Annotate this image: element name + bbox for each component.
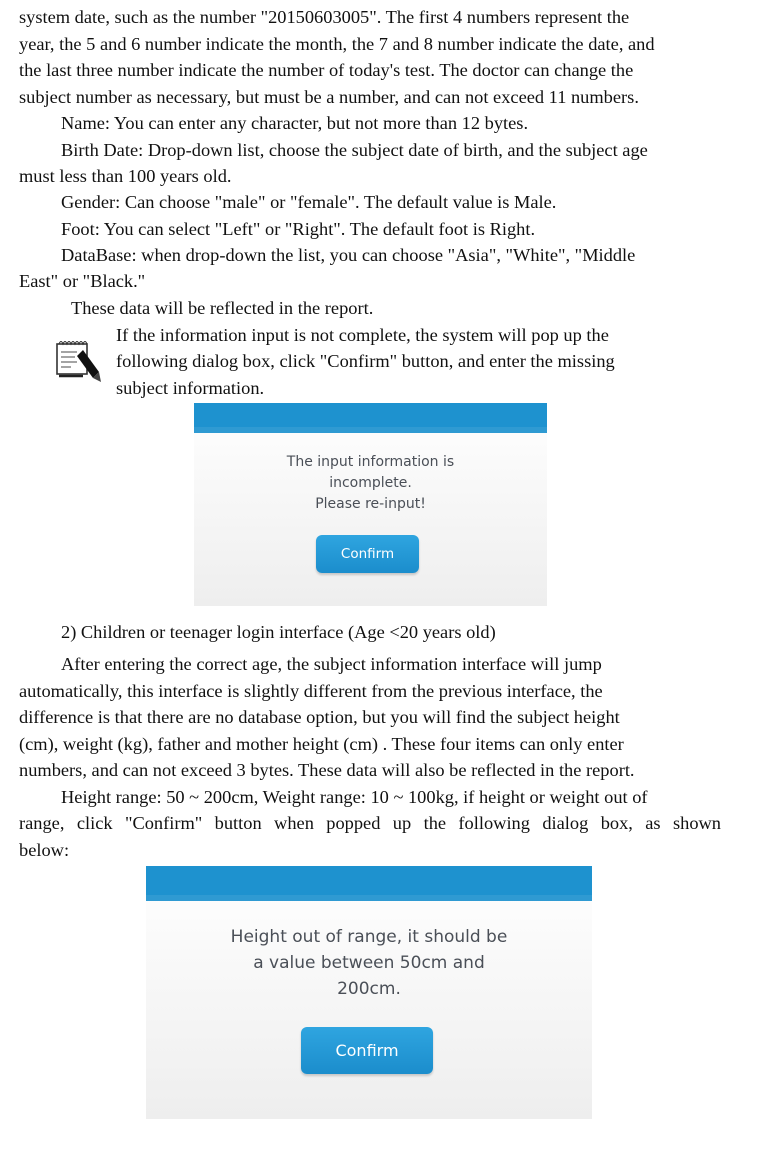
- dialog-message-line: incomplete.: [329, 475, 412, 491]
- dialog-message-line: Height out of range, it should be: [230, 927, 508, 947]
- body-text-line: system date, such as the number "20150603005". The first 4 numbers represent the: [19, 7, 630, 27]
- section-heading: 2) Children or teenager login interface (Age <20 years old): [61, 622, 496, 642]
- confirm-button[interactable]: Confirm: [301, 1027, 433, 1074]
- field-name-text: Name: You can enter any character, but not more than 12 bytes.: [61, 113, 529, 133]
- incomplete-input-dialog: [194, 403, 547, 606]
- field-birth-date-text: Birth Date: Drop-down list, choose the subject date of birth, and the subject age: [61, 140, 648, 160]
- field-database-text: DataBase: when drop-down the list, you can choose "Asia", "White", "Middle: [61, 245, 636, 265]
- body-text-line: After entering the correct age, the subject information interface will jump: [61, 654, 602, 674]
- dialog-title-bar: [194, 403, 547, 433]
- height-out-of-range-dialog: [146, 866, 592, 1119]
- body-text-line: automatically, this interface is slightly different from the previous interface, the: [19, 681, 603, 701]
- body-text-line: subject number as necessary, but must be a number, and can not exceed 11 numbers.: [19, 87, 639, 107]
- field-gender-text: Gender: Can choose "male" or "female". The default value is Male.: [61, 192, 557, 212]
- body-text-line: numbers, and can not exceed 3 bytes. These data will also be reflected in the report.: [19, 760, 635, 780]
- range-text-line: Height range: 50 ~ 200cm, Weight range: 10 ~ 100kg, if height or weight out of: [61, 787, 648, 807]
- range-text-line: below:: [19, 840, 70, 860]
- confirm-button[interactable]: Confirm: [316, 535, 419, 573]
- dialog-message: [194, 452, 547, 515]
- body-text-line: (cm), weight (kg), father and mother height (cm) . These four items can only enter: [19, 734, 624, 754]
- range-text-line: range, click "Confirm" button when popped up the following dialog box, as shown: [19, 813, 721, 833]
- dialog-message: [146, 924, 592, 1002]
- dialog-message-line: Please re-input!: [315, 496, 426, 512]
- field-birth-date-text-cont: must less than 100 years old.: [19, 166, 232, 186]
- reflected-text: These data will be reflected in the report.: [71, 298, 374, 318]
- body-text-line: the last three number indicate the number of today's test. The doctor can change the: [19, 60, 634, 80]
- note-text-line: following dialog box, click "Confirm" button, and enter the missing: [116, 351, 615, 371]
- field-foot-text: Foot: You can select "Left" or "Right". The default foot is Right.: [61, 219, 536, 239]
- dialog-title-bar: [146, 866, 592, 901]
- body-text-line: difference is that there are no database option, but you will find the subject height: [19, 707, 620, 727]
- note-text-line: subject information.: [116, 378, 265, 398]
- body-text-line: year, the 5 and 6 number indicate the month, the 7 and 8 number indicate the date, and: [19, 34, 655, 54]
- note-text-line: If the information input is not complete, the system will pop up the: [116, 325, 609, 345]
- dialog-message-line: 200cm.: [337, 979, 401, 999]
- field-database-text-cont: East" or "Black.": [19, 271, 146, 291]
- memo-note-icon: [55, 336, 103, 388]
- dialog-message-line: a value between 50cm and: [253, 953, 485, 973]
- dialog-message-line: The input information is: [286, 454, 455, 470]
